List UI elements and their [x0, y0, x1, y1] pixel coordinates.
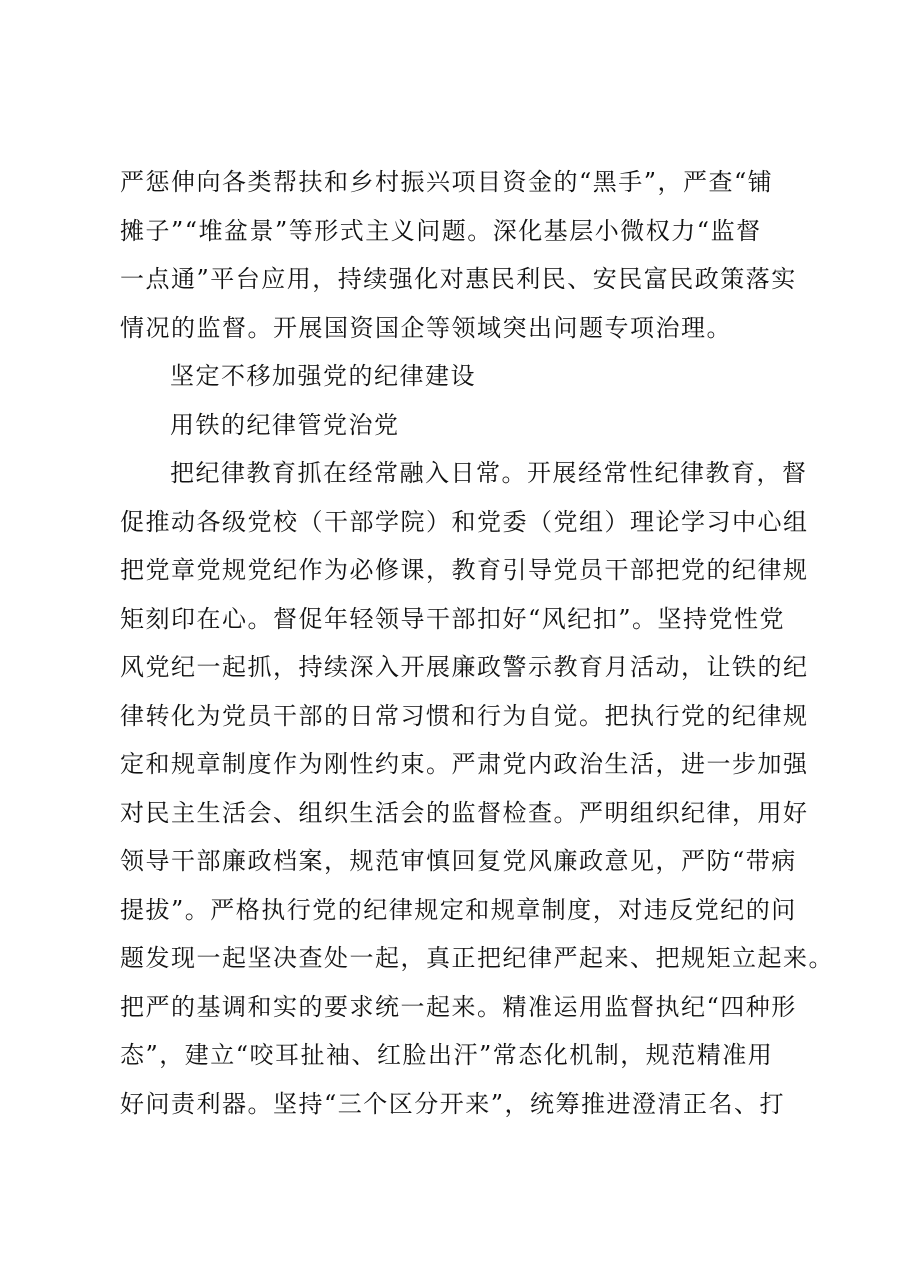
body-line: 对民主生活会、组织生活会的监督检查。严明组织纪律，用好 — [120, 798, 809, 827]
body-line: 态”，建立“咬耳扯袖、红脸出汗”常态化机制，规范精准用 — [120, 1041, 774, 1069]
body-line: 好问责利器。坚持“三个区分开来”，统筹推进澄清正名、打 — [120, 1089, 786, 1118]
body-line: 矩刻印在心。督促年轻领导干部扣好“风纪扣”。坚持党性党 — [120, 604, 786, 633]
body-line: 领导干部廉政档案，规范审慎回复党风廉政意见，严防“带病 — [120, 847, 797, 875]
body-line: 促推动各级党校（干部学院）和党委（党组）理论学习中心组 — [120, 507, 809, 536]
body-line: 情况的监督。开展国资国企等领域突出问题专项治理。 — [120, 313, 732, 342]
body-line: 把党章党规党纪作为必修课，教育引导党员干部把党的纪律规 — [120, 556, 809, 584]
body-line: 严惩伸向各类帮扶和乡村振兴项目资金的“黑手”，严查“铺 — [120, 168, 774, 196]
body-line: 提拔”。严格执行党的纪律规定和规章制度，对违反党纪的问 — [120, 895, 797, 924]
section-heading: 坚定不移加强党的纪律建设 — [170, 362, 476, 390]
section-subheading: 用铁的纪律管党治党 — [170, 410, 400, 439]
document-body — [120, 158, 834, 1128]
body-line: 摊子”“堆盆景”等形式主义问题。深化基层小微权力“监督 — [120, 216, 762, 245]
body-line: 律转化为党员干部的日常习惯和行为自觉。把执行党的纪律规 — [120, 701, 809, 730]
body-line: 定和规章制度作为刚性约束。严肃党内政治生活，进一步加强 — [120, 750, 809, 778]
body-line: 一点通”平台应用，持续强化对惠民利民、安民富民政策落实 — [120, 265, 797, 293]
body-line: 把严的基调和实的要求统一起来。精准运用监督执纪“四种形 — [120, 992, 797, 1021]
body-line: 题发现一起坚决查处一起，真正把纪律严起来、把规矩立起来。 — [120, 944, 834, 972]
body-line: 把纪律教育抓在经常融入日常。开展经常性纪律教育，督 — [170, 459, 808, 487]
body-line: 风党纪一起抓，持续深入开展廉政警示教育月活动，让铁的纪 — [120, 653, 809, 681]
